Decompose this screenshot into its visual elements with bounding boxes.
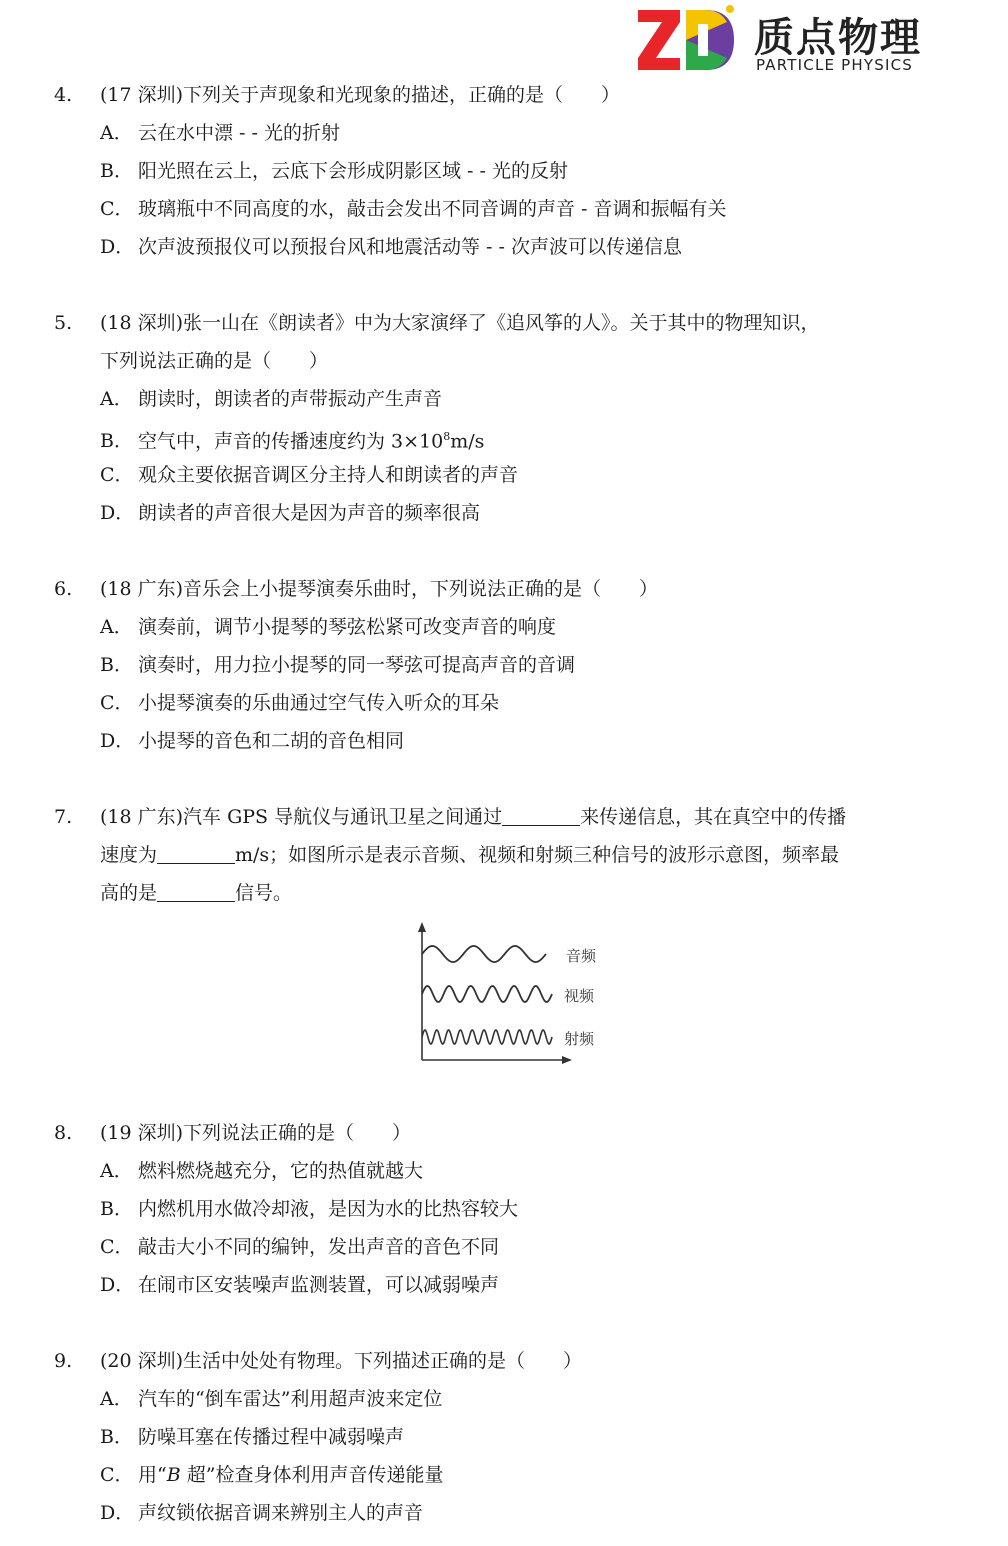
question-6-number: 6. xyxy=(54,578,73,600)
radio-waveform xyxy=(422,1030,552,1044)
video-waveform xyxy=(422,986,552,1002)
question-8-option-c: C． 敲击大小不同的编钟，发出声音的音色不同 xyxy=(100,1236,500,1258)
video-label: 视频 xyxy=(564,987,595,1005)
x-axis-arrow xyxy=(562,1056,572,1064)
y-axis-arrow xyxy=(418,922,426,932)
question-8-stem: (19 深圳)下列说法正确的是（ ） xyxy=(100,1122,412,1144)
publisher-logo xyxy=(636,2,946,78)
question-6-option-b: B． 演奏时，用力拉小提琴的同一琴弦可提高声音的音调 xyxy=(100,654,576,676)
question-9-option-c: C． 用“B 超”检查身体利用声音传递能量 xyxy=(100,1464,444,1486)
question-5-stem-line-1: (18 深圳)张一山在《朗读者》中为大家演绎了《追风筝的人》。关于其中的物理知识， xyxy=(100,312,820,334)
question-4-stem: (17 深圳)下列关于声现象和光现象的描述，正确的是（ ） xyxy=(100,84,621,106)
question-5-option-b: B． 空气中，声音的传播速度约为 $3\times 10^8m/s$ xyxy=(100,430,485,453)
radio-label: 射频 xyxy=(564,1030,595,1048)
waveform-figure xyxy=(410,920,610,1066)
question-4-option-d: D． 次声波预报仪可以预报台风和地震活动等 - - 次声波可以传递信息 xyxy=(100,236,682,258)
question-5-number: 5. xyxy=(54,312,73,334)
question-7-number: 7. xyxy=(54,806,73,828)
question-8-number: 8. xyxy=(54,1122,73,1144)
question-9-stem: (20 深圳)生活中处处有物理。下列描述正确的是（ ） xyxy=(100,1350,583,1372)
question-5-option-c: C． 观众主要依据音调区分主持人和朗读者的声音 xyxy=(100,464,519,486)
question-8-option-b: B． 内燃机用水做冷却液，是因为水的比热容较大 xyxy=(100,1198,519,1220)
question-5-stem-line-2: 下列说法正确的是（ ） xyxy=(100,350,329,372)
question-8-option-d: D． 在闹市区安装噪声监测装置，可以减弱噪声 xyxy=(100,1274,500,1296)
question-7-line-1: (18 广东)汽车 GPS 导航仪与通讯卫星之间通过 来传递信息，其在真空中的传播 xyxy=(100,806,847,828)
question-4-option-c: C． 玻璃瓶中不同高度的水，敲击会发出不同音调的声音 - 音调和振幅有关 xyxy=(100,198,727,220)
question-4-number: 4. xyxy=(54,84,73,106)
question-6-option-d: D． 小提琴的音色和二胡的音色相同 xyxy=(100,730,405,752)
question-5-option-d: D． 朗读者的声音很大是因为声音的频率很高 xyxy=(100,502,481,524)
zd-logo-icon xyxy=(636,2,740,76)
question-9-option-b: B． 防噪耳塞在传播过程中减弱噪声 xyxy=(100,1426,405,1448)
question-6-option-a: A． 演奏前，调节小提琴的琴弦松紧可改变声音的响度 xyxy=(100,616,557,638)
answer-blank-2[interactable] xyxy=(157,843,235,864)
exponent: 8 xyxy=(443,430,451,443)
logo-english-name: PARTICLE PHYSICS xyxy=(756,56,913,74)
audio-label: 音频 xyxy=(566,947,597,965)
question-4-option-a: A． 云在水中漂 - - 光的折射 xyxy=(100,122,340,144)
answer-blank-1[interactable] xyxy=(502,805,580,826)
question-7-line-3: 高的是 信号。 xyxy=(100,882,293,904)
question-8-option-a: A． 燃料燃烧越充分，它的热值就越大 xyxy=(100,1160,424,1182)
question-9-option-d: D． 声纹锁依据音调来辨别主人的声音 xyxy=(100,1502,424,1524)
question-7-line-2: 速度为 m/s；如图所示是表示音频、视频和射频三种信号的波形示意图，频率最 xyxy=(100,844,840,866)
question-4-option-b: B． 阳光照在云上，云底下会形成阴影区域 - - 光的反射 xyxy=(100,160,568,182)
question-6-stem: (18 广东)音乐会上小提琴演奏乐曲时，下列说法正确的是（ ） xyxy=(100,578,659,600)
answer-blank-3[interactable] xyxy=(157,881,235,902)
audio-waveform xyxy=(422,946,546,962)
question-9-option-a: A． 汽车的“倒车雷达”利用超声波来定位 xyxy=(100,1388,443,1410)
question-6-option-c: C． 小提琴演奏的乐曲通过空气传入听众的耳朵 xyxy=(100,692,500,714)
question-9-number: 9. xyxy=(54,1350,73,1372)
logo-chinese-name: 质点物理 xyxy=(754,15,922,61)
question-5-option-a: A． 朗读时，朗读者的声带振动产生声音 xyxy=(100,388,443,410)
